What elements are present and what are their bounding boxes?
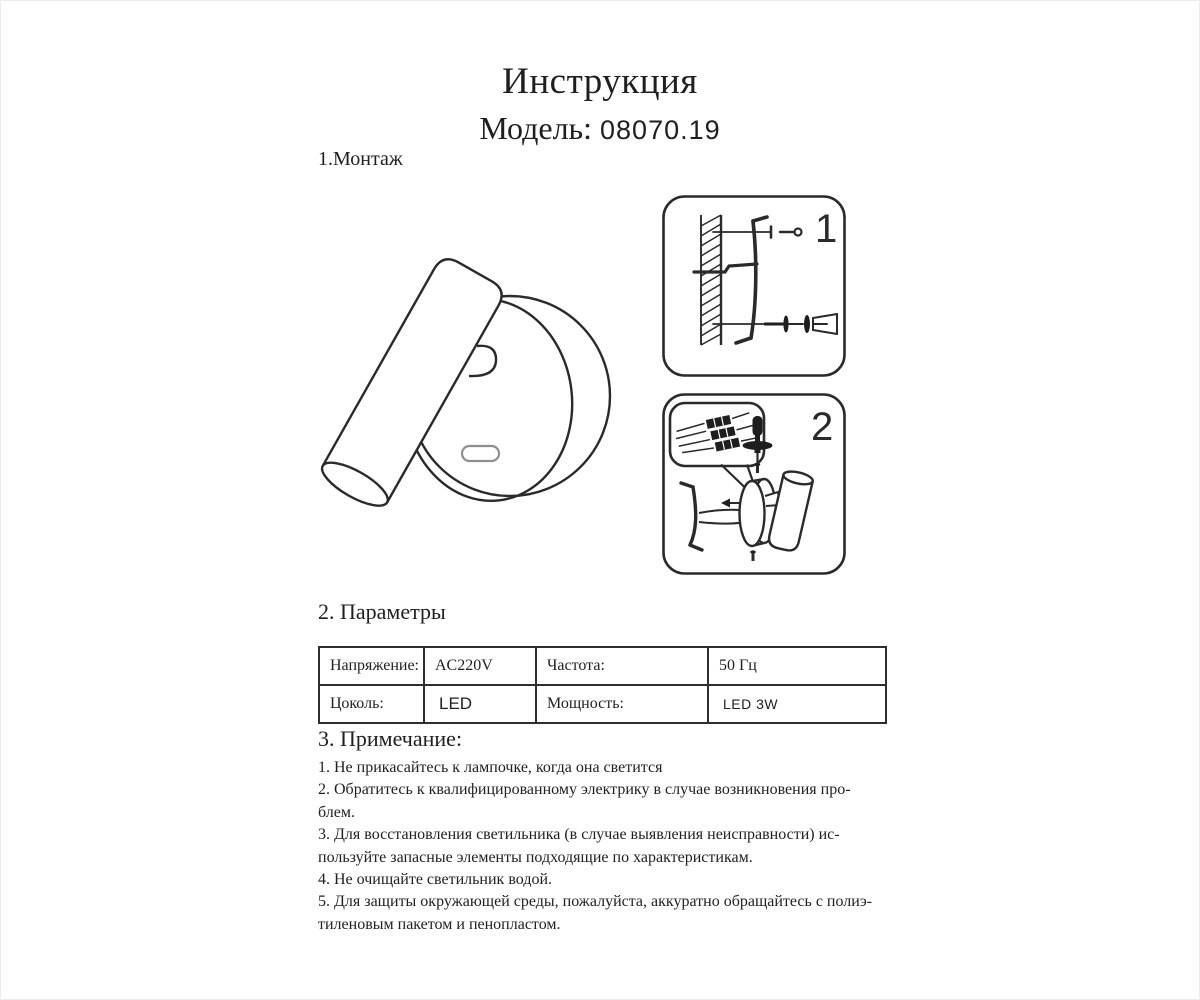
table-cell: Частота: xyxy=(536,647,708,685)
note-line: 5. Для защиты окружающей среды, пожалуйста, аккуратно обращайтесь с полиэ- xyxy=(318,893,873,911)
switch-button xyxy=(462,446,499,461)
table-cell: LED 3W xyxy=(708,685,886,723)
note-line: 2. Обратитесь к квалифицированному электрику в случае возникновения про- xyxy=(318,781,851,799)
table-cell: AC220V xyxy=(424,647,536,685)
table-row xyxy=(319,685,886,723)
model-number: 08070.19 xyxy=(600,115,721,145)
table-cell: 50 Гц xyxy=(708,647,886,685)
note-line: 4. Не очищайте светильник водой. xyxy=(318,871,553,889)
notes-list xyxy=(318,757,918,936)
note-line: тиленовым пакетом и пенопластом. xyxy=(318,915,561,933)
note-line: пользуйте запасные элементы подходящие по характеристикам. xyxy=(318,848,753,866)
parameters-table xyxy=(318,646,887,724)
model-label: Модель: xyxy=(479,110,593,146)
note-line: блем. xyxy=(318,803,355,821)
parameters-table-body xyxy=(319,647,886,723)
step-number-1: 1 xyxy=(815,207,838,251)
page-title: Инструкция xyxy=(502,61,698,102)
section-heading-montage: 1.Монтаж xyxy=(318,148,403,170)
table-row xyxy=(319,647,886,685)
section-heading-notes: 3. Примечание: xyxy=(318,726,463,751)
mounting-step2-diagram xyxy=(661,392,847,576)
note-line: 1. Не прикасайтесь к лампочке, когда она светится xyxy=(318,759,663,776)
step-number-2: 2 xyxy=(811,405,834,449)
table-cell: LED xyxy=(424,685,536,723)
table-cell: Мощность: xyxy=(536,685,708,723)
lamp-tube xyxy=(320,254,507,514)
wall-lamp-drawing xyxy=(320,250,620,550)
mounting-step1-diagram xyxy=(661,194,847,378)
model-line xyxy=(0,110,1200,147)
section-heading-parameters: 2. Параметры xyxy=(318,599,446,624)
table-cell: Напряжение: xyxy=(319,647,424,685)
note-line: 3. Для восстановления светильника (в случае выявления неисправности) ис- xyxy=(318,826,840,844)
table-cell: Цоколь: xyxy=(319,685,424,723)
